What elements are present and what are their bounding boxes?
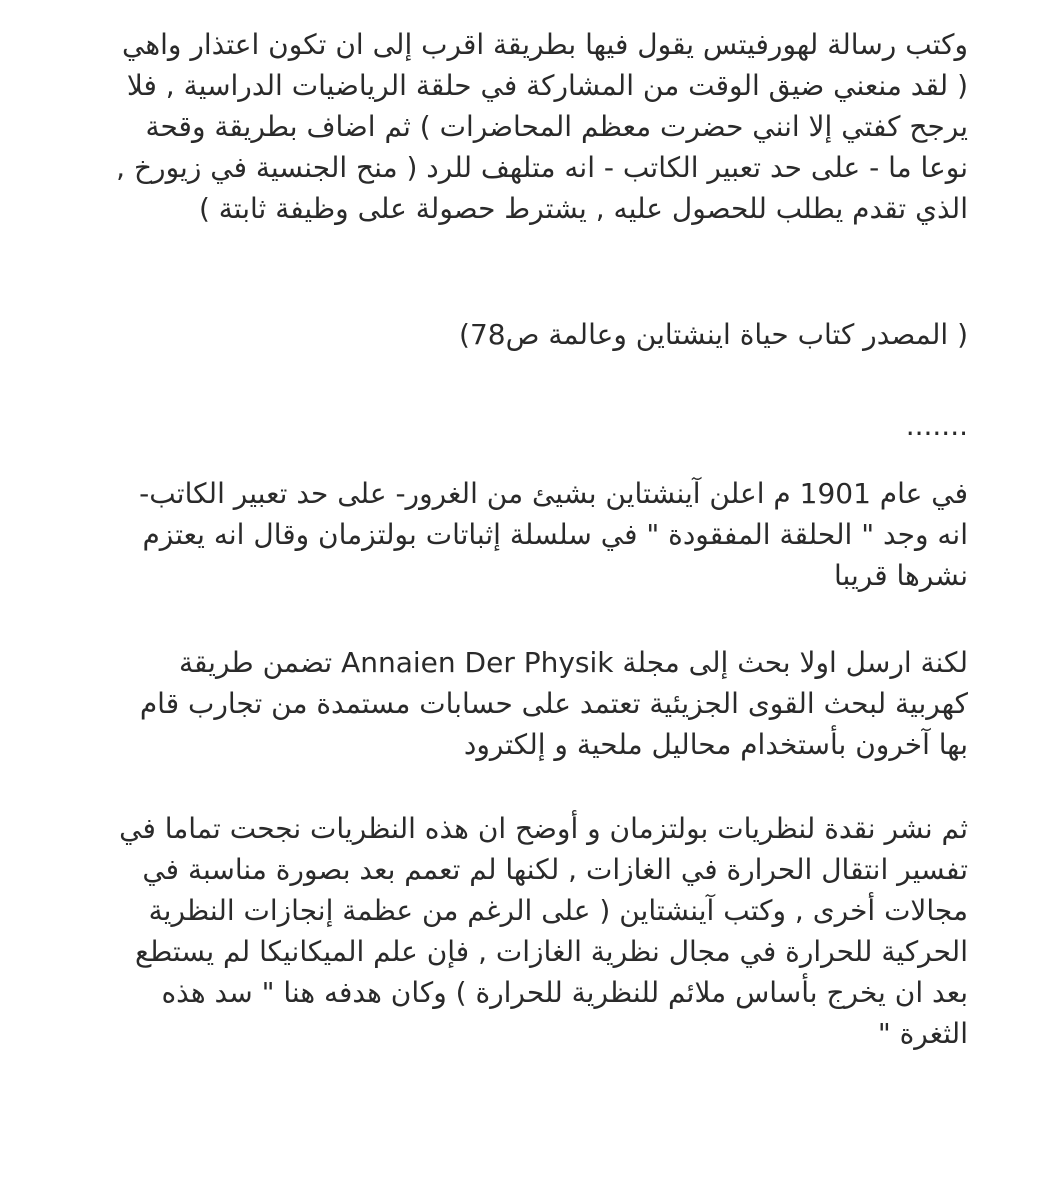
paragraph-missing-link: [70, 473, 968, 596]
paragraph-letter-to-hurwitz: [70, 24, 968, 229]
section-separator: [70, 405, 968, 446]
text-line: ثم نشر نقدة لنظريات بولتزمان و أوضح ان هذه النظريات نجحت تماما في: [119, 812, 968, 845]
text-line: وكتب رسالة لهورفيتس يقول فيها بطريقة اقرب إلى ان تكون اعتذار واهي: [122, 28, 968, 61]
text-line: الحركية للحرارة في مجال نظرية الغازات , فإن علم الميكانيكا لم يستطع: [135, 935, 968, 968]
text-line: ( لقد منعني ضيق الوقت من المشاركة في حلقة الرياضيات الدراسية , فلا: [126, 69, 968, 102]
text-line: نشرها قريبا: [833, 559, 968, 592]
source-citation: [70, 314, 968, 355]
paragraph-annalen-paper: [70, 642, 968, 765]
text-line: لكنة ارسل اولا بحث إلى مجلة Annaien Der Physik تضمن طريقة: [178, 646, 968, 679]
text-line: تفسير انتقال الحرارة في الغازات , لكنها لم تعمم بعد بصورة مناسبة في: [142, 853, 968, 886]
text-line: يرجح كفتي إلا انني حضرت معظم المحاضرات ) ثم اضاف بطريقة وقحة: [145, 110, 968, 143]
text-line: كهربية لبحث القوى الجزيئية تعتمد على حسابات مستمدة من تجارب قام: [139, 687, 968, 720]
text-line: الثغرة ": [877, 1017, 968, 1050]
text-line: نوعا ما - على حد تعبير الكاتب - انه متلهف للرد ( منح الجنسية في زيورخ ,: [116, 151, 968, 184]
text-line: بعد ان يخرج بأساس ملائم للنظرية للحرارة ) وكان هدفه هنا " سد هذه: [161, 976, 968, 1009]
source-citation-text: ( المصدر كتاب حياة اينشتاين وعالمة ص78): [459, 318, 968, 351]
text-line: مجالات أخرى , وكتب آينشتاين ( على الرغم من عظمة إنجازات النظرية: [148, 894, 968, 927]
text-line: بها آخرون بأستخدام محاليل ملحية و إلكترود: [463, 728, 968, 761]
text-line: انه وجد " الحلقة المفقودة " في سلسلة إثباتات بولتزمان وقال انه يعتزم: [142, 518, 968, 551]
text-line: في عام 1901 م اعلن آينشتاين بشيئ من الغرور- على حد تعبير الكاتب-: [139, 477, 968, 510]
paragraph-boltzmann-critique: [70, 808, 968, 1054]
text-line: الذي تقدم يطلب للحصول عليه , يشترط حصولة على وظيفة ثابتة ): [198, 192, 968, 225]
separator-dots: .......: [905, 409, 968, 442]
